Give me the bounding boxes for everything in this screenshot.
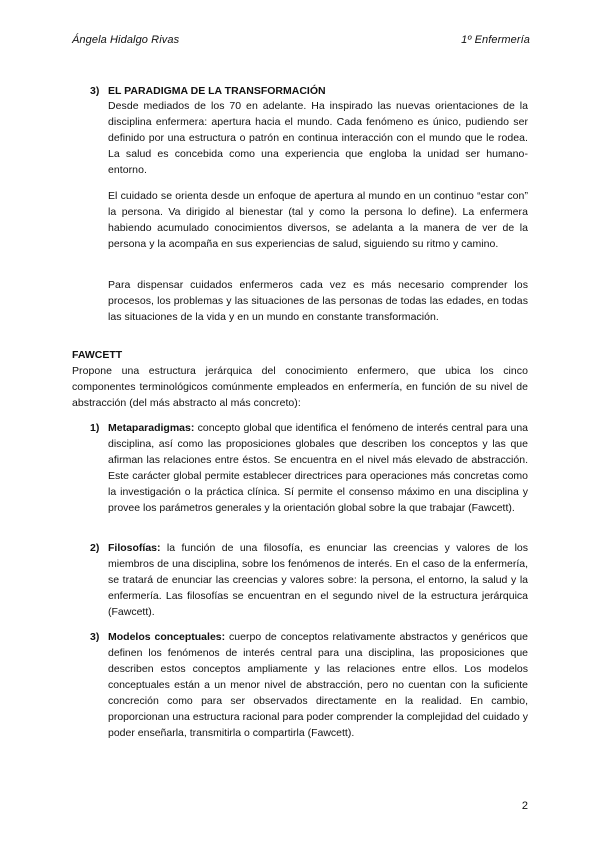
- list-item-number: 2): [90, 542, 100, 554]
- header-course: 1º Enfermería: [461, 34, 530, 46]
- list-item-number: 1): [90, 422, 100, 434]
- section-title: EL PARADIGMA DE LA TRANSFORMACIÓN: [108, 85, 326, 97]
- section-paragraph-2: El cuidado se orienta desde un enfoque de apertura al mundo en un continuo “estar con” la persona. Va dirigido al bienestar (tal y como la persona lo define). La enfermera habiendo acumulado conocimientos diversos, se adelanta a la manera de ver de la persona y la acompaña en sus experiencias de salud, siguiendo su ritmo y camino.: [108, 190, 528, 250]
- list-item-number: 3): [90, 631, 100, 643]
- section-paragraph-3: Para dispensar cuidados enfermeros cada vez es más necesario comprender los procesos, los problemas y las situaciones de las personas de todas las edades, en todas las situaciones de la vida y en un mundo en constante transformación.: [108, 279, 528, 323]
- list-item-modelos-conceptuales: [90, 629, 528, 741]
- list-item-term: Filosofías:: [108, 542, 161, 554]
- section-heading: [90, 85, 326, 97]
- list-item-term: Modelos conceptuales:: [108, 631, 226, 643]
- list-item-term: Metaparadigmas:: [108, 422, 195, 434]
- section-number: 3): [90, 85, 100, 97]
- fawcett-intro: Propone una estructura jerárquica del conocimiento enfermero, que ubica los cinco componentes terminológicos comúnmente empleados en enfermería, en función de su nivel de abstracción (del más abstracto al más concreto):: [72, 365, 528, 409]
- list-item-text: concepto global que identifica el fenómeno de interés central para una disciplina, así como las proposiciones globales que describen los conceptos y las que afirman las relaciones entre éstos. Se encuentra en el nivel más elevado de abstracción. Este carácter global permite establecer directrices para operaciones más concretas como la investigación o la práctica clínica. Sí permite el consenso máximo en una disciplina y provee los parámetros generales y la orientación global sobre la que trabajar (Fawcett).: [108, 422, 528, 514]
- fawcett-heading: FAWCETT: [72, 349, 123, 361]
- page-number: 2: [521, 800, 528, 812]
- list-item-filosofias: [90, 540, 528, 620]
- header-author: Ángela Hidalgo Rivas: [72, 34, 180, 46]
- list-item-text: cuerpo de conceptos relativamente abstractos y genéricos que definen los fenómenos de interés central para una disciplina, las proposiciones que describen estos conceptos ampliamente y las relaciones entre ellos. Los modelos conceptuales están a un menor nivel de abstracción, pero no cuentan con la suficiente concreción como para ser observados directamente en la realidad. En cambio, proporcionan una estructura racional para poder comprender la complejidad del cuidado y poder enseñarla, transmitirla o compartirla (Fawcett).: [108, 631, 528, 739]
- list-item-text: la función de una filosofía, es enunciar las creencias y valores de los miembros de una disciplina, sobre los fenómenos de interés. En el caso de la enfermería, se tratará de enunciar las creencias y valores sobre: la persona, el entorno, la salud y la enfermería. Las filosofías se encuentran en el segundo nivel de la estructura jerárquica (Fawcett).: [108, 542, 528, 618]
- list-item-metaparadigmas: [90, 420, 528, 516]
- section-paragraph-1: Desde mediados de los 70 en adelante. Ha inspirado las nuevas orientaciones de la disciplina enfermera: apertura hacia el mundo. Cada fenómeno es único, pudiendo ser definido por una estructura o patrón en continua interacción con el mundo que le rodea. La salud es concebida como una experiencia que engloba la unidad ser humano-entorno.: [108, 100, 528, 176]
